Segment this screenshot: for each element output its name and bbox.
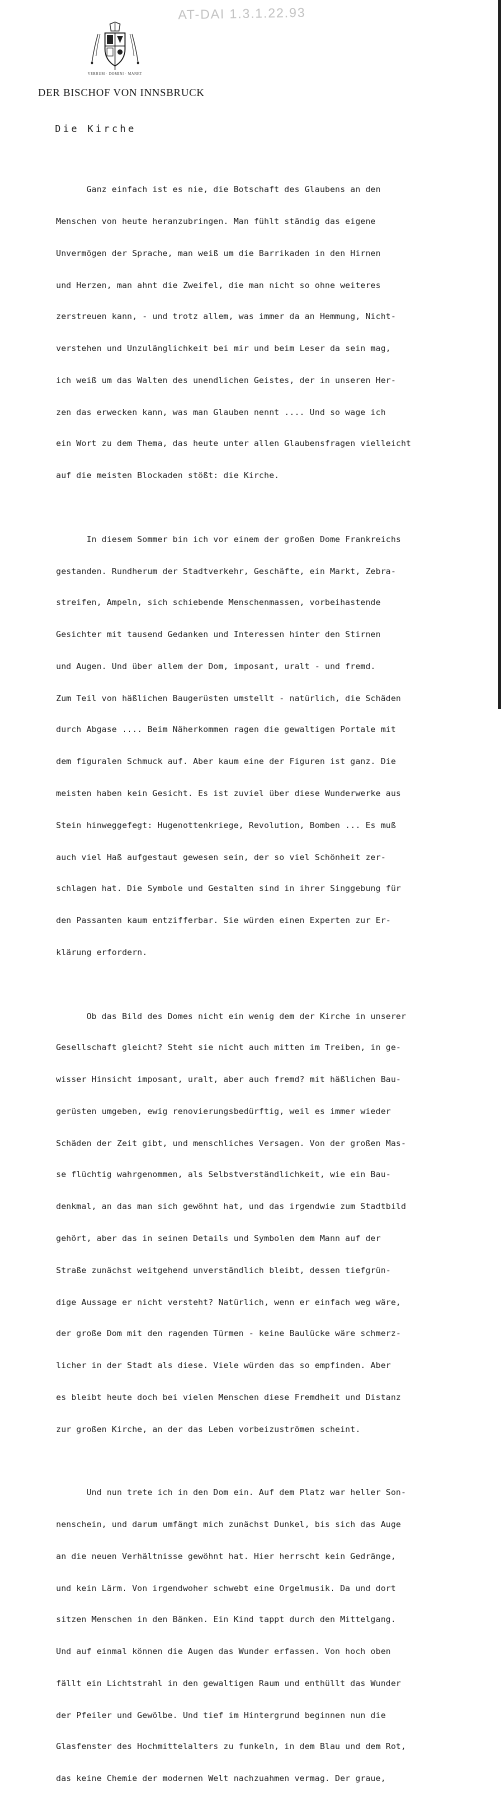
text-line: nenschein, und darum umfängt mich zunächst Dunkel, bis sich das Auge [56,1519,401,1529]
text-line: der Pfeiler und Gewölbe. Und tief im Hintergrund beginnen nun die [56,1709,386,1720]
text-line: schlagen hat. Die Symbole und Gestalten sind in ihrer Singgebung für [56,883,401,894]
text-line: und Herzen, man ahnt die Zweifel, die man nicht so ohne weiteres [56,279,381,290]
text-line: Stein hinweggefegt: Hugenottenkriege, Revolution, Bomben ... Es muß [56,819,396,830]
text-line: Und auf einmal können die Augen das Wunder erfassen. Von hoch oben [56,1646,391,1657]
text-line: es bleibt heute doch bei vielen Menschen diese Fremdheit und Distanz [56,1391,401,1402]
text-line: sitzen Menschen in den Bänken. Ein Kind tappt durch den Mittelgang. [56,1614,396,1625]
text-line: klärung erfordern. [56,946,148,957]
text-line: auch viel Haß aufgestaut gewesen sein, der so viel Schönheit zer- [56,851,386,862]
text-line: Glasfenster des Hochmittelalters zu funkeln, in dem Blau und dem Rot, [56,1741,407,1752]
text-line: dige Aussage er nicht versteht? Natürlich, wenn er einfach weg wäre, [56,1296,401,1307]
text-line: durch Abgase .... Beim Näherkommen ragen die gewaltigen Portale mit [56,724,396,735]
text-line: gestanden. Rundherum der Stadtverkehr, Geschäfte, ein Markt, Zebra- [56,565,396,576]
document-title: Die Kirche [55,124,137,135]
text-line: der große Dom mit den ragenden Türmen - keine Baulücke wäre schmerz- [56,1328,401,1339]
text-line: licher in der Stadt als diese. Viele würden das so empfinden. Aber [56,1360,391,1371]
text-line: verstehen und Unzulänglichkeit bei mir und beim Leser da sein mag, [56,343,391,354]
text-line: den Passanten kaum entzifferbar. Sie würden einen Experten zur Er- [56,915,391,926]
text-line: Zum Teil von häßlichen Baugerüsten umstellt - natürlich, die Schäden [56,692,401,703]
paragraph-4 [56,1466,496,1805]
text-line: gehört, aber das in seinen Details und Symbolen dem Mann auf der [56,1232,381,1243]
text-line: wisser Hinsicht imposant, uralt, aber auch fremd? mit häßlichen Bau- [56,1074,401,1085]
text-line: gerüsten umgeben, ewig renovierungsbedürftig, weil es immer wieder [56,1105,391,1116]
document-body [56,163,496,1816]
text-line: an die neuen Verhältnisse gewöhnt hat. Hier herrscht kein Gedränge, [56,1550,396,1561]
text-line: ein Wort zu dem Thema, das heute unter allen Glaubensfragen vielleicht [56,438,412,449]
crest-motto: VERBUM · DOMINI · MANET [87,72,143,76]
text-line: streifen, Ampeln, sich schiebende Menschenmassen, vorbeihastende [56,597,381,608]
paragraph-2 [56,513,496,979]
text-line: se flüchtig wahrgenommen, als Selbstverständlichkeit, wie ein Bau- [56,1169,391,1180]
archive-stamp: AT-DAI 1.3.1.22.93 [177,4,306,23]
text-line: denkmal, an das man sich gewöhnt hat, und das irgendwie zum Stadtbild [56,1201,407,1212]
text-line: und Augen. Und über allem der Dom, imposant, uralt - und fremd. [56,660,376,671]
text-line: zerstreuen kann, - und trotz allem, was immer da an Hemmung, Nicht- [56,311,396,322]
text-line: Menschen von heute heranzubringen. Man fühlt ständig das eigene [56,215,376,226]
paragraph-3 [56,989,496,1455]
scan-edge [498,0,501,709]
text-line: Straße zunächst weitgehend unverständlich bleibt, dessen tiefgrün- [56,1264,391,1275]
text-line: ich weiß um das Walten des unendlichen Geistes, der in unseren Her- [56,374,396,385]
text-line: Ganz einfach ist es nie, die Botschaft des Glaubens an den [56,184,381,195]
text-line: fällt ein Lichtstrahl in den gewaltigen Raum und enthüllt das Wunder [56,1677,401,1688]
letterhead: DER BISCHOF VON INNSBRUCK [38,88,205,99]
text-line: das keine Chemie der modernen Welt nachzuahmen vermag. Der graue, [56,1773,386,1784]
text-line: dem figuralen Schmuck auf. Aber kaum eine der Figuren ist ganz. Die [56,756,396,767]
text-line: und kein Lärm. Von irgendwoher schwebt eine Orgelmusik. Da und dort [56,1582,396,1593]
paragraph-1 [56,163,496,502]
text-line: In diesem Sommer bin ich vor einem der großen Dome Frankreichs [56,533,401,544]
text-line: Ob das Bild des Domes nicht ein wenig dem der Kirche in unserer [56,1010,407,1021]
text-line: Und nun trete ich in den Dom ein. Auf dem Platz war heller Son- [56,1487,407,1498]
text-line: Gesichter mit tausend Gedanken und Interessen hinter den Stirnen [56,629,381,640]
text-line: zur großen Kirche, an der das Leben vorbeizuströmen scheint. [56,1423,361,1434]
bishop-coat-of-arms-icon [88,22,142,72]
text-line: Schäden der Zeit gibt, und menschliches Versagen. Von der großen Mas- [56,1137,407,1148]
text-line: zen das erwecken kann, was man Glauben nennt .... Und so wage ich [56,406,386,417]
text-line: Gesellschaft gleicht? Steht sie nicht auch mitten im Treiben, in ge- [56,1042,401,1053]
text-line: auf die meisten Blockaden stößt: die Kirche. [56,470,280,481]
text-line: Unvermögen der Sprache, man weiß um die Barrikaden in den Hirnen [56,247,381,258]
text-line: meisten haben kein Gesicht. Es ist zuviel über diese Wunderwerke aus [56,788,401,799]
